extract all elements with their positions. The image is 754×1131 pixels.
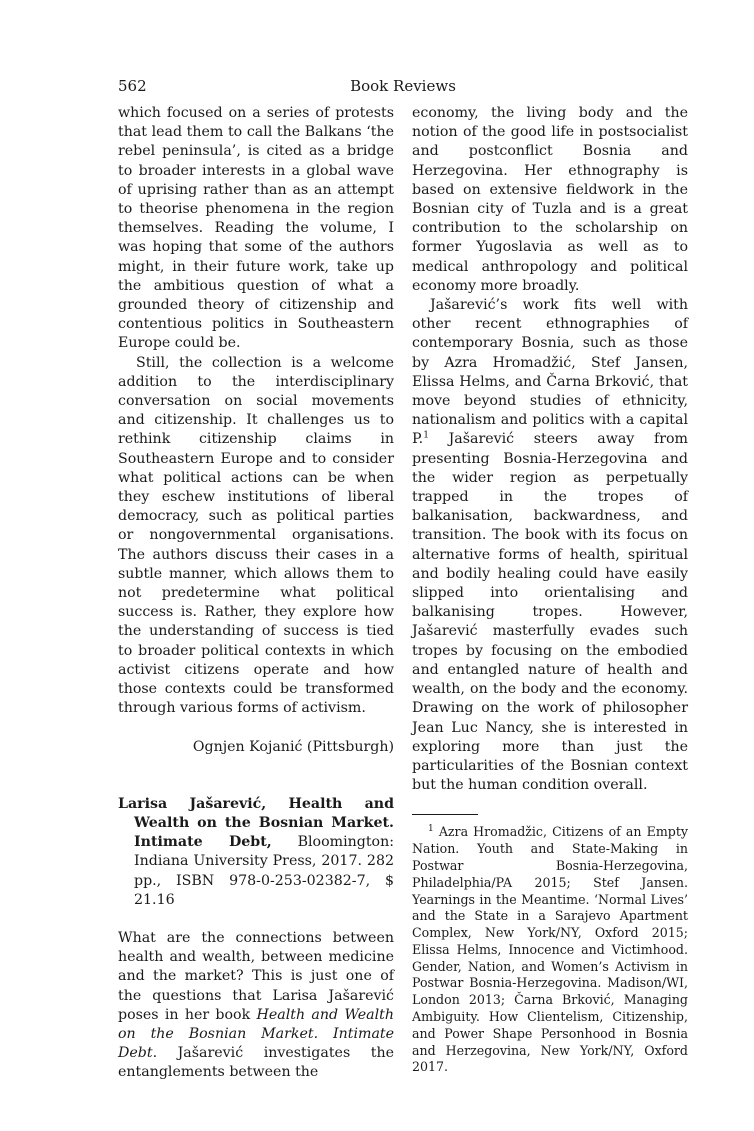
footnote-text: Azra Hromadžic, Citizens of an Empty Nation. Youth and State-Making in Postwar Bosnia-Herzegovina, Philadelphia/PA 2015; Stef Jansen. Yearnings in the Meantime. ‘Normal Lives’ and the State in a Sarajevo Apartment Complex, New York/NY, Oxford 2015; Elissa Helms, Innocence and Victimhood. Gender, Nation, and Women’s Activism in Postwar Bosnia-Herzegovina. Madison/WI, London 2013; Čarna Brković, Managing Ambiguity. How Clientelism, Citizenship, and Power Shape Personhood in Bosnia and Herzegovina, New York/NY, Oxford 2017.: [412, 824, 688, 1075]
paragraph-text: Jašarević steers away from presenting Bosnia-Herzegovina and the wider region as perpetually trapped in the tropes of balkanisation, backwardness, and transition. The book with its focus on alternative forms of health, spiritual and bodily healing could have easily slipped into orientalising and balkanising tropes. However, Jašarević masterfully evades such tropes by focusing on the embodied and entangled nature of health and wealth, on the body and the economy. Drawing on the work of philosopher Jean Luc Nancy, she is interested in exploring more than just the particularities of the Bosnian context but the human condition overall.: [412, 431, 688, 794]
reviewer-signature: Ognjen Kojanić (Pittsburgh): [192, 738, 394, 755]
paragraph: economy, the living body and the notion of the good life in postsocialist and postconflict Bosnia and Herzegovina. Her ethnography is based on extensive fieldwork in the Bosnian city of Tuzla and is a great contribution to the scholarship on former Yugoslavia as well as to medical anthropology and political economy more broadly.: [412, 105, 688, 294]
page-number: 562: [118, 77, 147, 95]
page-header: [118, 76, 688, 96]
paragraph-text: What are the connections between health and wealth, between medicine and the market? This is just one of the questions that Larisa Jašarević poses in her book: [118, 929, 394, 1023]
footnote: [412, 824, 688, 1076]
right-column: [412, 104, 688, 1076]
paragraph-text: Jašarević’s work fits well with other recent ethnographies of contemporary Bosnia, such as those by Azra Hromadžić, Stef Jansen, Elissa Helms, and Čarna Brković, that move beyond studies of ethnicity, nationalism and politics with a capital P.: [412, 297, 688, 448]
paragraph: [412, 296, 688, 795]
running-title: Book Reviews: [350, 77, 456, 95]
paragraph: which focused on a series of protests that lead them to call the Balkans ‘the rebel peninsula’, is cited as a bridge to broader interests in a global wave of uprising rather than as an attempt to theorise phenomena in the region themselves. Reading the volume, I was hoping that some of the authors might, in their future work, take up the ambitious question of what a grounded theory of citizenship and contentious politics in Southeastern Europe could be.: [118, 105, 394, 352]
book-publication-details: Bloomington: Indiana University Press, 2017. 282 pp., ISBN 978-0-253-02382-7, $ 21.16: [134, 834, 394, 908]
paragraph-text: . Jašarević investigates the entanglements between the: [118, 1045, 394, 1081]
footnote-reference[interactable]: 1: [423, 430, 429, 441]
footnote-divider: [412, 814, 478, 815]
paragraph: Still, the collection is a welcome addition to the interdisciplinary conversation on social movements and citizenship. It challenges us to rethink citizenship claims in Southeastern Europe and to consider what political actions can be when they eschew institutions of liberal democracy, such as political parties or nongovernmental organisations. The authors discuss their cases in a subtle manner, which allows them to not predetermine what political success is. Rather, they explore how the understanding of success is tied to broader political contexts in which activist citizens operate and how those contexts could be transformed through various forms of activism.: [118, 354, 394, 717]
footnote-number: 1: [428, 824, 434, 835]
left-column: [118, 104, 394, 1083]
reviewed-book-citation: [118, 795, 394, 910]
book-title-italic: Health and Wealth on the Bosnian Market. Intimate Debt: [118, 1006, 394, 1062]
book-author-title: Larisa Jašarević, Health and Wealth on the Bosnian Market. Intimate Debt,: [118, 795, 394, 851]
paragraph: [118, 929, 394, 1083]
